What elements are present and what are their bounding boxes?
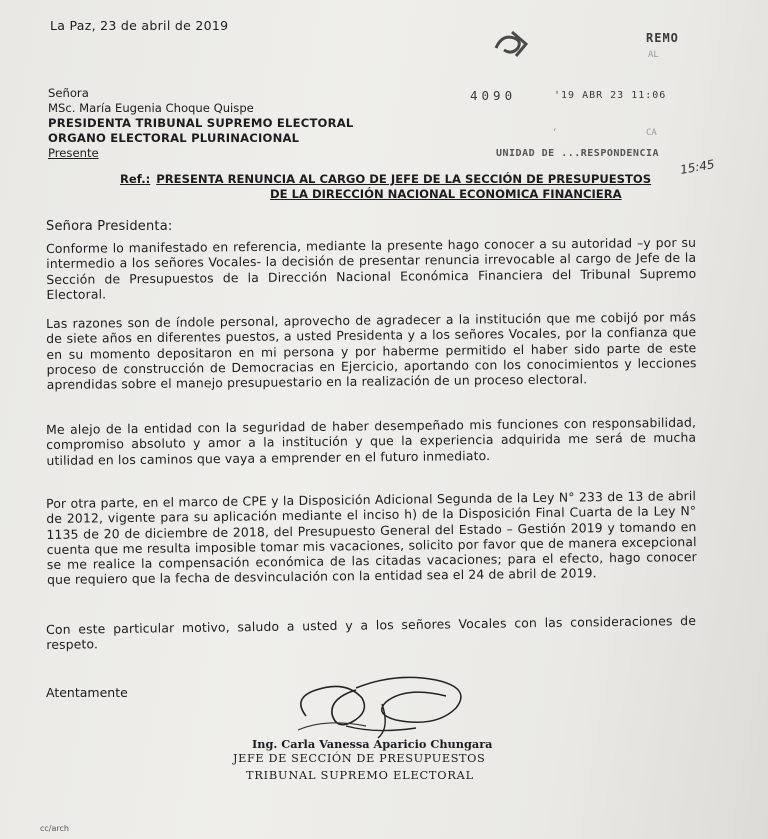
stamp-unit: UNIDAD DE ...RESPONDENCIA [496,148,660,159]
body-paragraph-5: Con este particular motivo, saludo a usted y a los señores Vocales con las consideraciones de respeto. [46,612,697,653]
recipient-block [48,86,354,161]
stamp-number: 4090 [470,88,517,103]
body-paragraph-3: Me alejo de la entidad con la seguridad de haber desempeñado mis funciones con responsabilidad, compromiso absoluto y amor a la institución y que la experiencia adquirida me será de mucha utilidad en los caminos que vaya a emprender en el futuro inmediato. [46,414,697,468]
reference-line-2: DE LA DIRECCIÓN NACIONAL ECONOMICA FINANCIERA [270,187,622,201]
body-paragraph-1: Conforme lo manifestado en referencia, mediante la presente hago conocer a su autoridad –y por su intermedio a los señores Vocales- la decisión de presentar renuncia irrevocable al cargo de Jefe de la Sección de Presupuestos de la Dirección Nacional Económica Financiera del Tribunal Supremo Electoral. [46,234,697,302]
reference-line-1: PRESENTA RENUNCIA AL CARGO DE JEFE DE LA SECCIÓN DE PRESUPUESTOS [156,172,652,186]
closing: Atentamente [46,685,128,700]
body-paragraph-2: Las razones son de índole personal, aprovecho de agradecer a la institución que me cobijó por más de siete años en diferentes puestos, a usted Presidenta y a los señores Vocales, por la confianza que en su momento depositaron en mi persona y por haberme permitido el haber sido parte de este proceso de construcción de Democracias en Ejercicio, aportando con los conocimientos y lecciones aprendidas sobre el manejo presupuestario en la realización de un proceso electoral. [46,309,697,393]
stamp-handwritten-time: 15:45 [679,157,716,177]
signature-organization: TRIBUNAL SUPREMO ELECTORAL [246,769,474,782]
handwritten-signature [286,668,486,744]
recipient-salutation: Señora [48,86,89,100]
stamp-mark: AL [648,50,659,60]
footer-note: cc/arch [40,824,69,833]
stamp-mark: CA [646,128,657,138]
signature-title: JEFE DE SECCIÓN DE PRESUPUESTOS [233,752,486,765]
recipient-position: PRESIDENTA TRIBUNAL SUPREMO ELECTORAL [48,116,354,130]
reference-label: Ref.: [120,172,151,186]
letter-date: La Paz, 23 de abril de 2019 [50,18,229,33]
signature-name: Ing. Carla Vanessa Aparicio Chungara [252,737,493,751]
stamp-mark: ‘ [552,128,558,138]
greeting: Señora Presidenta: [46,219,173,234]
stamp-logo-icon [492,28,536,60]
stamp-header: REMO [646,31,679,45]
reference-block [120,172,651,202]
body-paragraph-4: Por otra parte, en el marco de CPE y la Disposición Adicional Segunda de la Ley N° 233 de 13 de abril de 2012, vigente para su aplicación mediante el inciso h) de la Disposición Final Cuarta de la Ley N° 1135 de 20 de diciembre de 2018, del Presupuesto General del Estado – Gestión 2019 y tomando en cuenta que me resulta imposible tomar mis vacaciones, solicito por favor que de manera excepcional se me realice la compensación económica de las citadas vacaciones; para el efecto, hago conocer que requiero que la fecha de desvinculación con la entidad sea el 24 de abril de 2019. [46,488,697,588]
recipient-presente: Presente [48,146,99,160]
stamp-date: '19 ABR 23 11:06 [554,90,667,101]
recipient-organization: ORGANO ELECTORAL PLURINACIONAL [48,131,300,145]
recipient-name: MSc. María Eugenia Choque Quispe [48,101,254,115]
